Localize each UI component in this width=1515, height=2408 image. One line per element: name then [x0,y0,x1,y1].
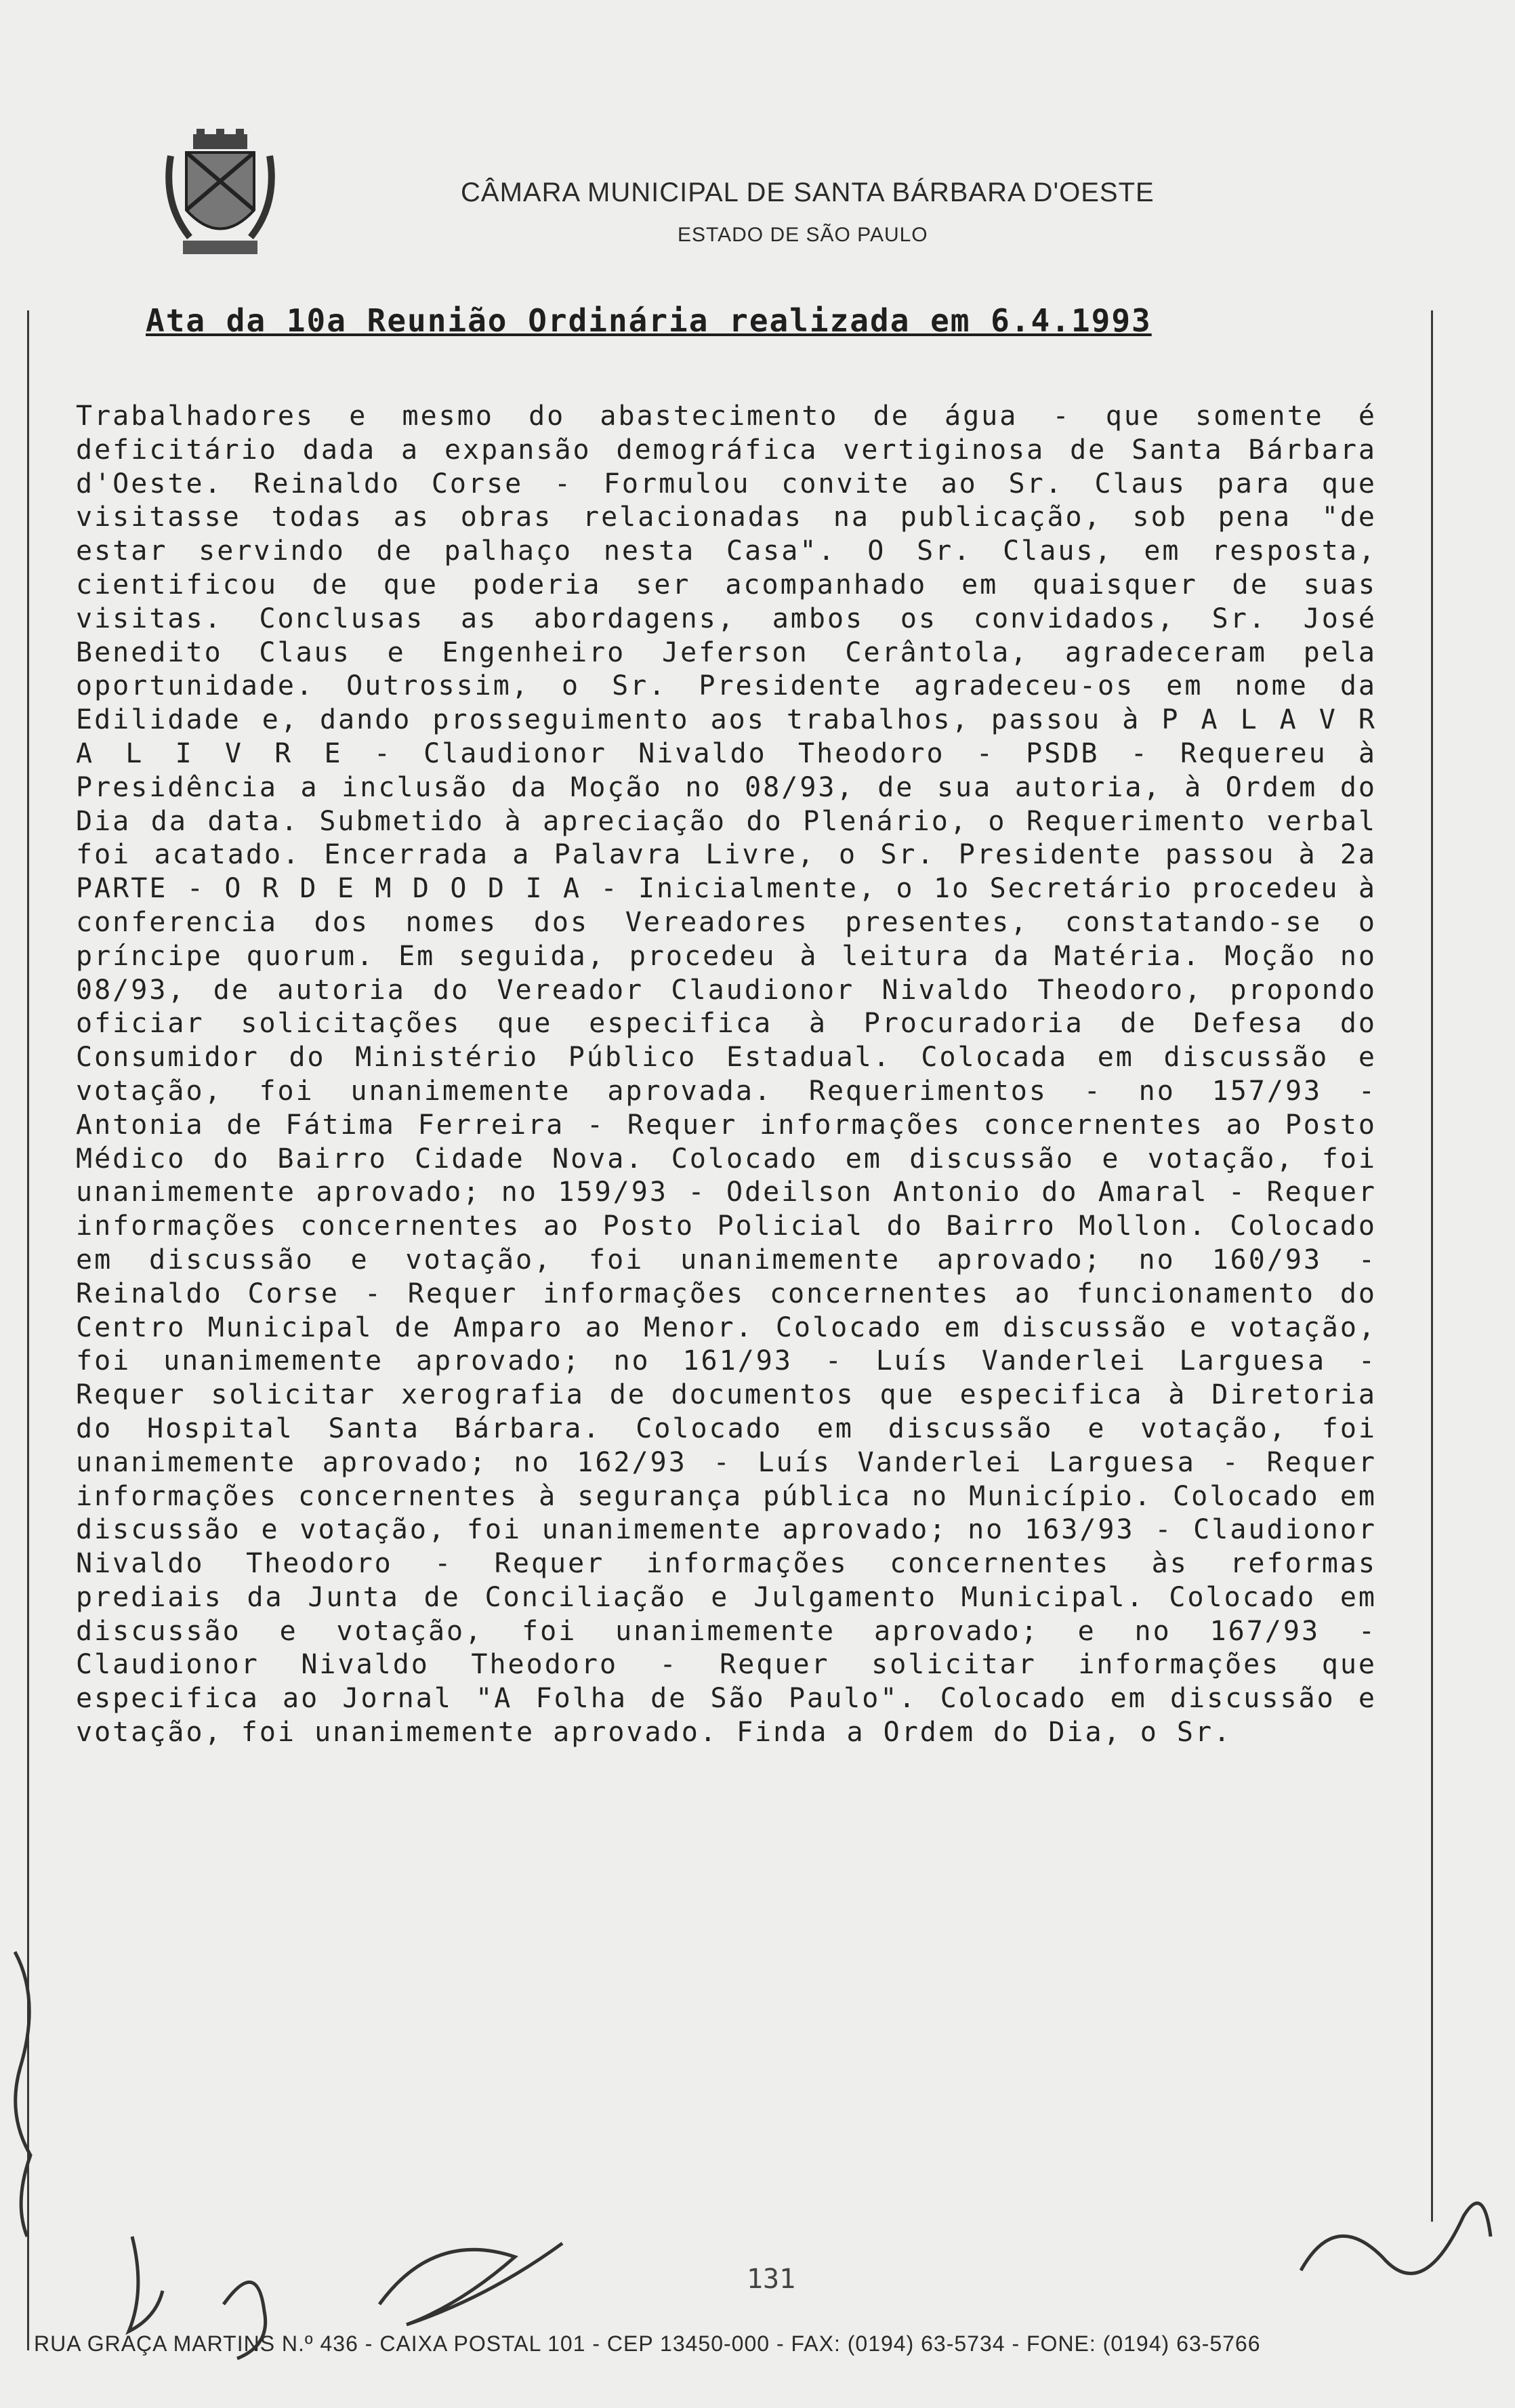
meeting-minutes-title: Ata da 10a Reunião Ordinária realizada em 6.4.1993 [146,302,1152,339]
footer-address: RUA GRAÇA MARTINS N.º 436 - CAIXA POSTAL 101 - CEP 13450-000 - FAX: (0194) 63-5734 - FONE: (0194) 63-5766 [34,2331,1261,2356]
municipal-coat-of-arms-icon [163,129,278,264]
page-number: 131 [746,2264,796,2295]
institution-name: CÂMARA MUNICIPAL DE SANTA BÁRBARA D'OESTE [461,178,1155,207]
page-frame-right [1431,310,1433,2222]
state-name: ESTADO DE SÃO PAULO [678,224,928,246]
page-frame-left [27,310,29,2350]
minutes-body-text: Trabalhadores e mesmo do abastecimento de água - que somente é deficitário dada a expansão demográfica vertiginosa de Santa Bárbara d'Oeste. Reinaldo Corse - Formulou convite ao Sr. Claus para que visitasse todas as obras relacionadas na publicação, sob pena "de estar servindo de palhaço nesta Casa". O Sr. Claus, em resposta, cientificou de que poderia ser acompanhado em quaisquer de suas visitas. Conclusas as abordagens, ambos os convidados, Sr. José Benedito Claus e Engenheiro Jeferson Cerântola, agradeceram pela oportunidade. Outrossim, o Sr. Presidente agradeceu-os em nome da Edilidade e, dando prosseguimento aos trabalhos, passou à P A L A V R A L I V R E - Claudionor Nivaldo Theodoro - PSDB - Requereu à Presidência a inclusão da Moção no 08/93, de sua autoria, à Ordem do Dia da data. Submetido à apreciação do Plenário, o Requerimento verbal foi acatado. Encerrada a Palavra Livre, o Sr. Presidente passou à 2a PARTE - O R D E M D O D I A - Inicialmente, o 1o Secretário procedeu à conferencia dos nomes dos Vereadores presentes, constatando-se o príncipe quorum. Em seguida, procedeu à leitura da Matéria. Moção no 08/93, de autoria do Vereador Claudionor Nivaldo Theodoro, propondo oficiar solicitações que especifica à Procuradoria de Defesa do Consumidor do Ministério Público Estadual. Colocada em discussão e votação, foi unanimemente aprovada. Requerimentos - no 157/93 - Antonia de Fátima Ferreira - Requer informações concernentes ao Posto Médico do Bairro Cidade Nova. Colocado em discussão e votação, foi unanimemente aprovado; no 159/93 - Odeilson Antonio do Amaral - Requer informações concernentes ao Posto Policial do Bairro Mollon. Colocado em discussão e votação, foi unanimemente aprovado; no 160/93 - Reinaldo Corse - Requer informações concernentes ao funcionamento do Centro Municipal de Amparo ao Menor. Colocado em discussão e votação, foi unanimemente aprovado; no 161/93 - Luís Vanderlei Larguesa - Requer solicitar xerografia de documentos que especifica à Diretoria do Hospital Santa Bárbara. Colocado em discussão e votação, foi unanimemente aprovado; no 162/93 - Luís Vanderlei Larguesa - Requer informações concernentes à segurança pública no Município. Colocado em discussão e votação, foi unanimemente aprovado; no 163/93 - Claudionor Nivaldo Theodoro - Requer informações concernentes às reformas prediais da Junta de Conciliação e Julgamento Municipal. Colocado em discussão e votação, foi unanimemente aprovado; e no 167/93 - Claudionor Nivaldo Theodoro - Requer solicitar informações que especifica ao Jornal "A Folha de São Paulo". Colocado em discussão e votação, foi unanimemente aprovado. Finda a Ordem do Dia, o Sr. [76,401,1377,1749]
